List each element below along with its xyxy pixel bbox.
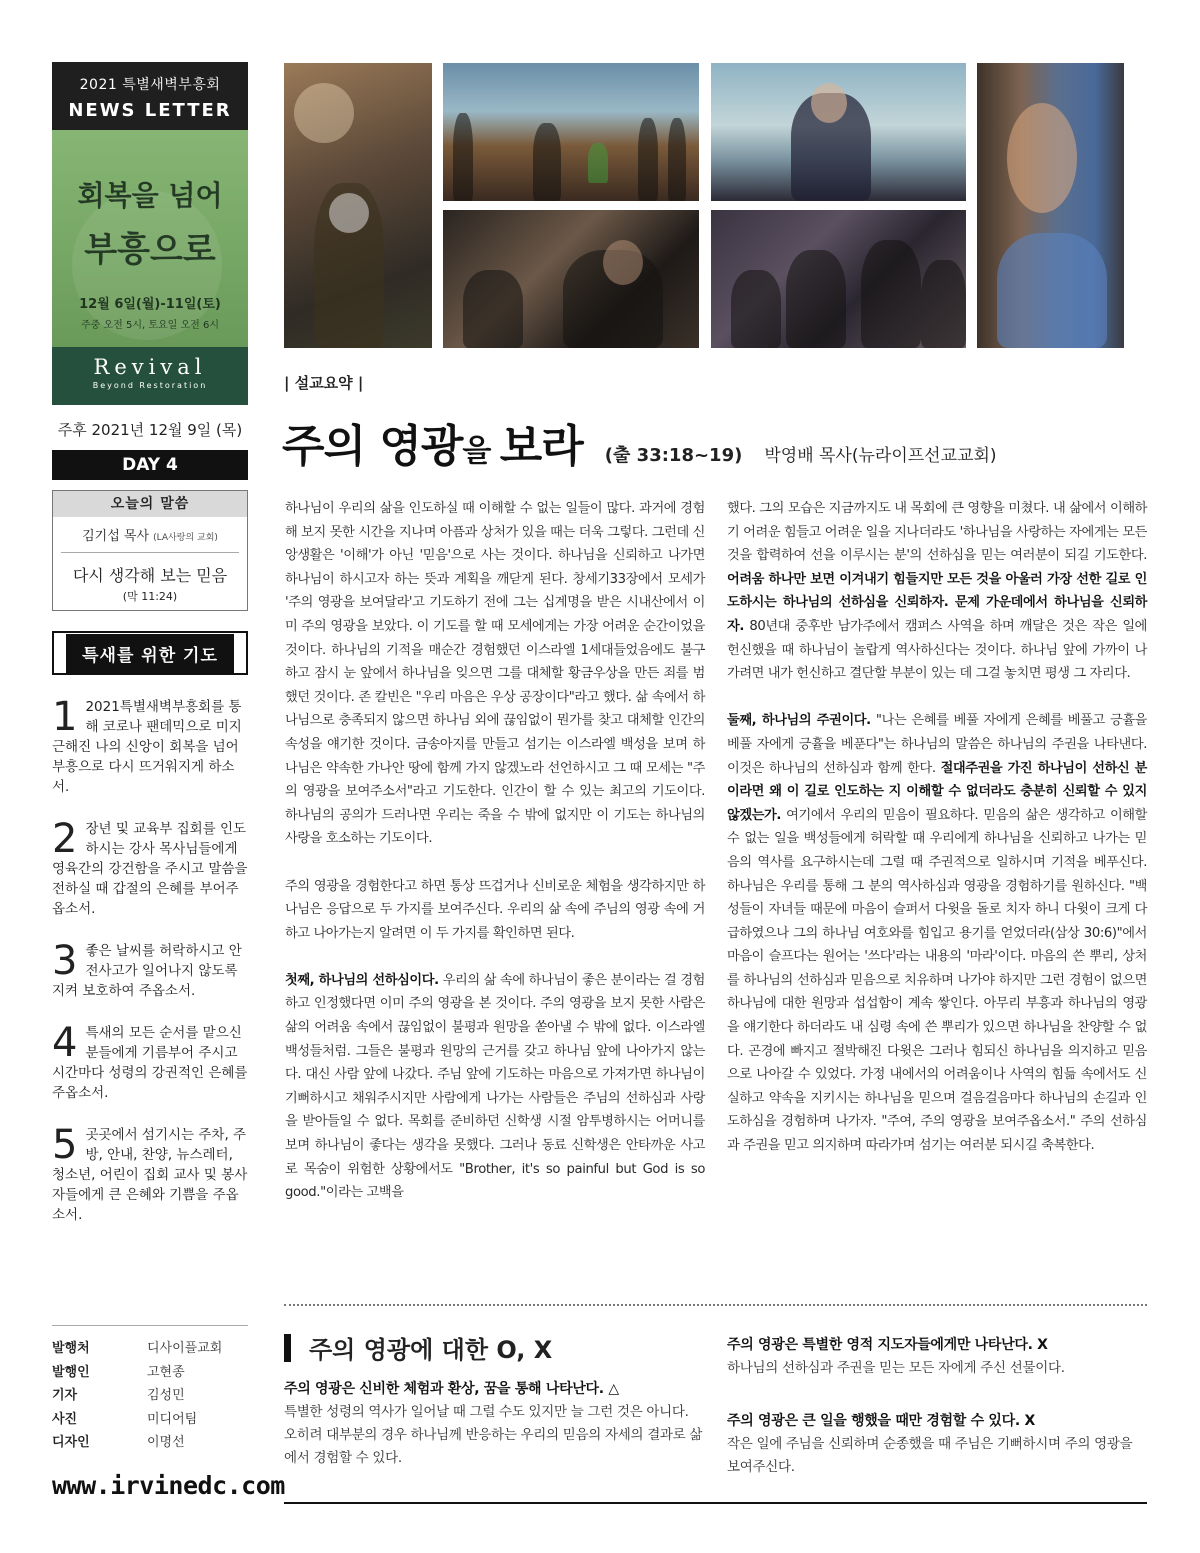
sidebar-divider [52,1325,248,1326]
prayer-title-label: 특새를 위한 기도 [66,634,234,673]
ox-answer: 하나님의 선하심과 주권을 믿는 모든 자에게 주신 선물이다. [727,1360,1065,1376]
cover-newsletter-label: NEWS LETTER [68,100,232,121]
prayer-number: 5 [52,1122,78,1168]
sermon-title-part: 주의 영광 [282,421,463,472]
prayer-number: 3 [52,938,78,984]
cover-dates: 12월 6일(월)-11일(토) [79,297,221,312]
ox-question: 주의 영광은 큰 일을 행했을 때만 경험할 수 있다. X [727,1413,1035,1429]
credit-row [52,1335,248,1359]
photo-worship-team [443,63,699,201]
credit-key: 발행처 [52,1341,90,1357]
sermon-column-right [727,497,1147,1181]
ox-item [727,1334,1147,1380]
cover-revival: Revival [93,355,207,379]
sermon-text: "나는 은혜를 베풀 자에게 은혜를 베풀고 긍휼을 베풀 자에게 긍휼을 베푼다"는 하나님의 말씀은 하나님의 주권을 나타낸다. 이것은 하나님의 선하심과 함께 한다. [727,713,1148,776]
sermon-paragraph [727,709,1147,1157]
photo-congregation-praise [443,210,699,348]
sermon-paragraph [285,969,705,1205]
credit-key: 사진 [52,1411,78,1427]
cover-body [52,130,248,347]
prayer-text: 곳곳에서 섬기시는 주차, 주방, 안내, 찬양, 뉴스레터, 청소년, 어린이 집회 교사 및 봉사자들에게 큰 은혜와 기쁨을 주옵소서. [52,1127,248,1223]
sermon-preacher: 박영배 목사(뉴라이프선교교회) [764,446,997,466]
credit-row [52,1406,248,1430]
sermon-point-heading: 둘째, 하나님의 주권이다. [727,713,871,729]
sermon-title [282,410,583,474]
sermon-column-left [285,497,705,1228]
today-word-reference: (막 11:24) [122,590,178,603]
credit-key: 발행인 [52,1364,90,1380]
photo-singers [711,210,966,348]
day-badge: DAY 4 [52,450,248,480]
ox-title-text: 주의 영광에 대한 O, X [309,1336,553,1364]
cover-header [52,62,248,130]
prayer-item [52,816,248,919]
newsletter-cover [52,62,248,405]
ox-answer: 특별한 성령의 역사가 일어날 때 그럴 수도 있지만 늘 그런 것은 아니다. 오히려 대부분의 경우 하나님께 반응하는 우리의 믿음의 자세의 결과로 삶에서 경험할 수 있다. [284,1404,703,1466]
prayer-text: 2021특별새벽부흥회를 통해 코로나 팬데믹으로 미지근해진 나의 신앙이 회복을 넘어 부흥으로 다시 뜨거워지게 하소서. [52,699,242,795]
credit-key: 디자인 [52,1435,90,1451]
sidebar [52,62,248,1247]
section-label: | 설교요약 | [284,374,364,392]
today-word-pastor [61,517,239,553]
sermon-text: 우리의 삶 속에 하나님이 좋은 분이라는 걸 경험하고 인정했다면 이미 주의 영광을 본 것이다. 주의 영광을 보지 못한 사람은 삶의 어려움 속에서 끊임없이 불평과 원망을 쏟아낼 수 밖에 없다. 이스라엘 백성들처럼. 그들은 불평과 원망의 근거를 갖고 하나님 앞에 나아가지 않는다. 대신 사람 앞에 나갔다. 주님 앞에 기도하는 마음으로 가져가면 하나님이 기뻐하시고 채워주시지만 사람에게 나가는 사람들은 주님의 선하심과 사랑을 받아들일 수 없다. 목회를 준비하던 신학생 시절 암투병하시는 어머니를 보며 하나님이 좋다는 생각을 못했다. 그러나 동료 신학생은 안타까운 사고로 목숨이 위험한 상황에서도 "Brother, it's so painful but God is so good."이라는 고백을 [285,972,705,1201]
credit-row [52,1429,248,1453]
photo-child-worship [284,63,432,348]
ox-item [284,1378,704,1470]
sermon-title-row [282,410,997,474]
sermon-paragraph: 주의 영광을 경험한다고 하면 통상 뜨겁거나 신비로운 체험을 생각하지만 하나님은 응답으로 두 가지를 보여주신다. 우리의 삶 속에 주님의 영광 속에 거하고 나아가는지 알려면 이 두 가지를 확인하면 된다. [285,878,705,941]
section-divider [284,1304,1147,1306]
sermon-reference: (출 33:18~19) [604,445,743,466]
cover-times: 주중 오전 5시, 토요일 오전 6시 [80,320,220,331]
ox-title-bar [284,1334,291,1362]
bottom-rule [284,1502,1147,1504]
sermon-emphasis: 어려움 하나만 보면 이겨내기 힘들지만 모든 것을 아울러 가장 선한 길로 인도하시는 하나님의 선하심을 신뢰하자. 문제 가운데에서 하나님을 신뢰하자. [727,571,1147,634]
sermon-title-part: 보라 [499,421,583,472]
today-word-title: 다시 생각해 보는 믿음 [72,566,228,585]
photo-woman-praying [977,63,1124,348]
today-word-church: (LA사랑의 교회) [153,533,218,543]
credits [52,1335,248,1453]
ox-answer: 작은 일에 주님을 신뢰하며 순종했을 때 주님은 기뻐하시며 주의 영광을 보여주신다. [727,1436,1133,1475]
prayer-number: 4 [52,1020,78,1066]
credit-row [52,1382,248,1406]
sermon-text: 했다. 그의 모습은 지금까지도 내 목회에 큰 영향을 미쳤다. 내 삶에서 이해하기 어려운 힘들고 어려운 일을 지나더라도 '하나님을 사랑하는 자에게는 모든 것을 합력하여 선을 이루시는 분'의 선하심을 믿는 여러분이 되길 기도한다. [727,501,1147,564]
sermon-paragraph [727,497,1147,686]
credit-value: 미디어팀 [147,1411,198,1427]
ox-question: 주의 영광은 신비한 체험과 환상, 꿈을 통해 나타난다. △ [284,1381,619,1397]
website-link[interactable]: www.irvinedc.com [52,1471,285,1500]
prayer-text: 특새의 모든 순서를 맡으신 분들에게 기름부어 주시고 시간마다 성령의 강권적인 은혜를 주옵소서. [52,1025,248,1101]
prayer-item [52,1122,248,1225]
today-word-pastor-name: 김기섭 목사 [82,529,150,544]
sermon-emphasis: 절대주권을 가진 하나님이 선하신 분이라면 왜 이 길로 인도하는 지 이해할 수 없더라도 충분히 신뢰할 수 있지 않겠는가. [727,760,1147,823]
credit-value: 디사이플교회 [147,1341,223,1357]
sermon-paragraph: 하나님이 우리의 삶을 인도하실 때 이해할 수 없는 일들이 많다. 과거에 경험해 보지 못한 시간을 지나며 아픔과 상처가 있을 때는 더욱 그렇다. 그런데 신앙생활은 '이해'가 아닌 '믿음'으로 사는 것이다. 하나님을 신뢰하고 나가면 하나님이 하시고자 하는 뜻과 계획을 깨닫게 된다. 창세기33장에서 모세가 '주의 영광을 보여달라'고 기도하기 전에 그는 십계명을 받은 시내산에서 이미 주의 영광을 보았다. 이 기도를 할 때 모세에게는 가장 어려운 순간이었을 것이다. 하나님의 기적을 매순간 경험했던 이스라엘 1세대들었음에도 불구하고 잠시 눈 앞에서 하나님을 잊으면 그를 대체할 황금우상을 만든 죄를 범했던 것이다. 존 칼빈은 "우리 마음은 우상 공장이다"라고 했다. 삶 속에서 하나님으로 충족되지 않으면 하나님 외에 끊임없이 뭔가를 찾고 대체할 인간의 속성을 얘기한 것이다. 금송아지를 만들고 섬기는 이스라엘 백성을 보며 하나님은 약속한 가나안 땅에 함께 가지 않겠노라 선언하시고 그 때 모세는 "주의 영광을 보여주소서"라고 기도한다. 인간이 할 수 있는 최고의 기도이다. 하나님의 공의가 드러나면 우리는 죽을 수 밖에 없지만 이 기도는 하나님의 사랑을 호소하는 기도이다. [285,501,705,847]
today-word-header: 오늘의 말씀 [53,491,247,517]
credit-value: 고현종 [147,1364,185,1380]
prayer-list [52,694,248,1225]
cover-headline-2: 부흥으로 [84,230,216,270]
credit-value: 김성민 [147,1388,185,1404]
ox-item [727,1410,1147,1479]
cover-year-title: 2021 특별새벽부흥회 [79,77,221,93]
prayer-text: 좋은 날씨를 허락하시고 안전사고가 일어나지 않도록 지켜 보호하여 주옵소서. [52,943,242,999]
photo-preacher [711,63,966,201]
cover-footer [52,347,248,405]
prayer-item [52,1020,248,1103]
credit-row [52,1359,248,1383]
sermon-text: 80년대 중후반 남가주에서 캠퍼스 사역을 하며 깨달은 것은 작은 일에 헌신했을 때 하나님이 놀랍게 역사하신다는 것이다. 하나님 앞에 가까이 나가려면 내가 헌신하고 결단할 부분이 있는 데 그걸 놓치면 평생 그 자리다. [727,618,1147,682]
prayer-number: 2 [52,816,78,862]
prayer-item [52,938,248,1001]
cover-subtitle: Beyond Restoration [92,381,208,390]
sermon-title-particle: 을 [462,434,500,469]
credit-value: 이명선 [147,1435,185,1451]
prayer-item [52,694,248,797]
ox-question: 주의 영광은 특별한 영적 지도자들에게만 나타난다. X [727,1337,1048,1353]
prayer-text: 장년 및 교육부 집회를 인도하시는 강사 목사님들에게 영육간의 강건함을 주시고 말씀을 전하실 때 갑절의 은혜를 부어주옵소서. [52,821,248,917]
sermon-point-heading: 첫째, 하나님의 선하심이다. [285,972,439,988]
ox-section-title [284,1330,552,1365]
cover-headline-1: 회복을 넘어 [77,179,223,212]
today-word-box [52,490,248,611]
prayer-section-title [52,631,248,675]
sermon-text: 여기에서 우리의 믿음이 필요하다. 믿음의 삶은 생각하고 이해할 수 없는 일을 백성들에게 허락할 때 우리에게 하나님을 신뢰하고 나가는 믿음의 역사를 요구하시는데 그럴 때 주권적으로 일하시며 기적을 베푸신다. 하나님은 우리를 통해 그 분의 역사하심과 영광을 경험하기를 원하신다. "백성들이 자녀들 때문에 마음이 슬퍼서 다윗을 돌로 치자 하니 다윗이 크게 다급하였으나 그의 하나님 여호와를 힘입고 용기를 얻었더라(삼상 30:6)"에서 마음이 슬프다는 원어는 '쓰다'라는 내용의 '마라'이다. 마음의 쓴 뿌리, 상처를 하나님의 선하심과 믿음으로 치유하며 나가야 하지만 그런 경험이 없으면 하나님에 대한 원망과 섭섭함이 계속 쌓인다. 아무리 부흥과 하나님의 영광을 얘기한다 하더라도 내 심령 속에 쓴 뿌리가 있으면 하나님을 찬양할 수 없다. 곤경에 빠지고 절박해진 다윗은 그러나 힘되신 하나님을 의지하고 믿음으로 나아갈 수 있었다. 가정 내에서의 어려움이나 사역의 힘듦 속에서도 신실하고 약속을 지키시는 하나님을 믿으며 걸음걸음마다 하나님의 손길과 인도하심을 경험하며 나가자. "주여, 주의 영광을 보여주옵소서." 주의 선하심과 주권을 믿고 의지하며 따라가며 섬기는 여러분 되시길 축복한다. [727,807,1147,1154]
issue-date: 주후 2021년 12월 9일 (목) [57,421,243,439]
credit-key: 기자 [52,1388,78,1404]
prayer-number: 1 [52,694,78,740]
